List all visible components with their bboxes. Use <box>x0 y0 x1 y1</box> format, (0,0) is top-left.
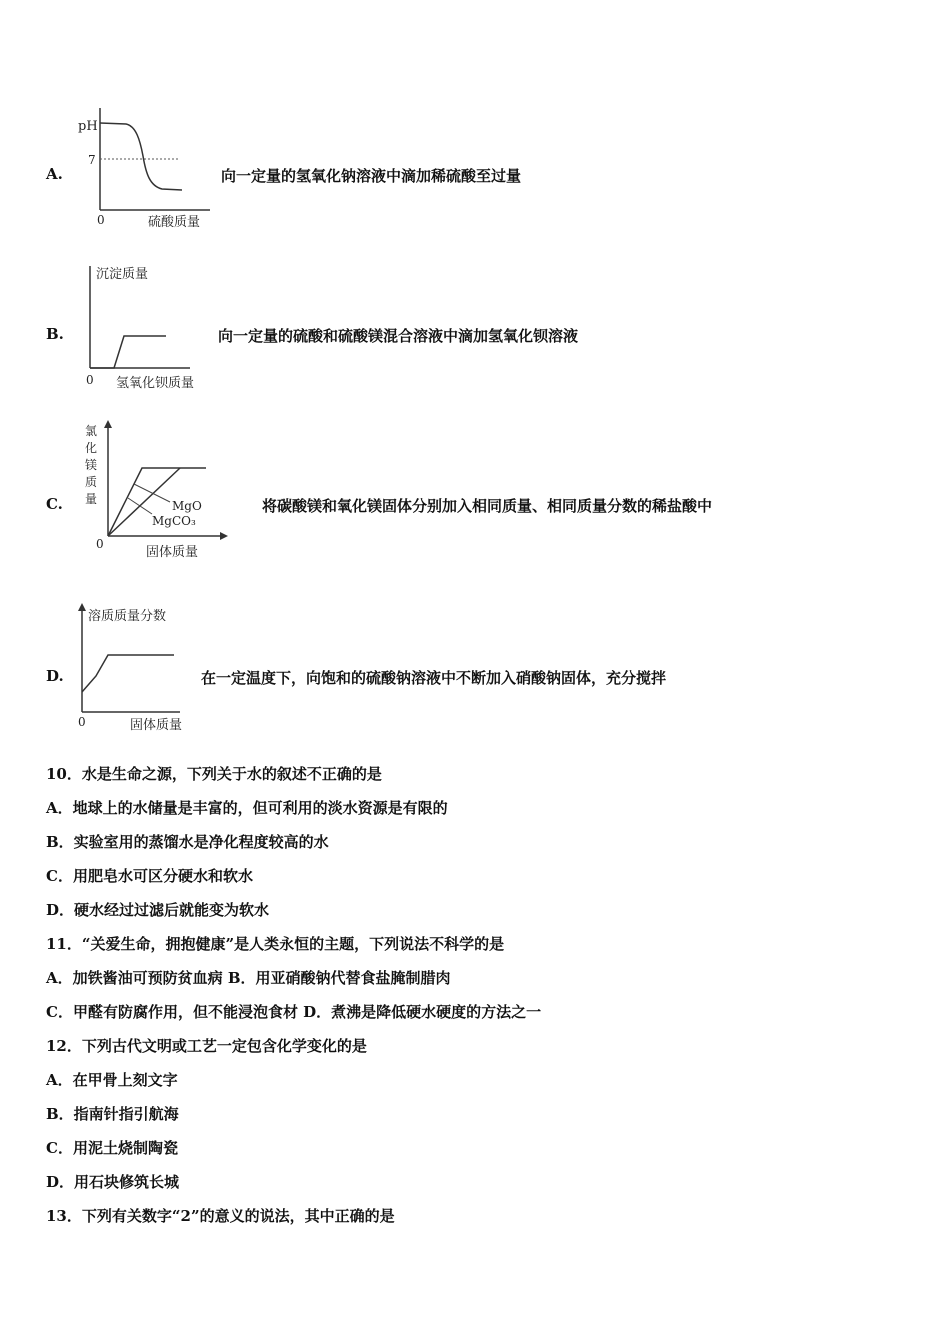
question-12-choice-c: C．用泥土烧制陶瓷 <box>46 1139 178 1157</box>
option-d-description: 在一定温度下，向饱和的硫酸钠溶液中不断加入硝酸钠固体，充分搅拌 <box>201 669 667 687</box>
question-10-choice-d: D．硬水经过过滤后就能变为软水 <box>46 901 270 919</box>
graph-c-y-arrow <box>104 420 112 428</box>
graph-c-label-mgo: MgO <box>172 499 202 513</box>
question-11-stem: 11．“关爱生命，拥抱健康”是人类永恒的主题，下列说法不科学的是 <box>46 935 505 953</box>
graph-c-pointer-mgco3 <box>128 498 152 514</box>
question-10-choice-a: A．地球上的水储量是丰富的，但可利用的淡水资源是有限的 <box>46 799 448 817</box>
graph-c-y-char-0: 氯 <box>85 424 98 438</box>
graph-a <box>70 98 220 230</box>
option-c-letter: C. <box>46 495 63 513</box>
option-a-letter: A. <box>46 165 63 183</box>
graph-a-origin: 0 <box>97 213 105 227</box>
question-11-choices-ab: A．加铁酱油可预防贫血病 B．用亚硝酸钠代替食盐腌制腊肉 <box>46 969 451 987</box>
option-a-description: 向一定量的氢氧化钠溶液中滴加稀硫酸至过量 <box>221 167 522 185</box>
graph-c-x-label: 固体质量 <box>146 545 199 560</box>
graph-d-x-label: 固体质量 <box>130 718 183 733</box>
graph-b-origin: 0 <box>86 373 94 387</box>
question-10-choice-b: B．实验室用的蒸馏水是净化程度较高的水 <box>46 833 329 851</box>
option-c-description: 将碳酸镁和氧化镁固体分别加入相同质量、相同质量分数的稀盐酸中 <box>262 497 713 515</box>
graph-a-mark-7: 7 <box>88 153 96 167</box>
question-13-stem: 13．下列有关数字“2”的意义的说法，其中正确的是 <box>46 1207 395 1225</box>
graph-c <box>78 418 236 564</box>
graph-b-x-label: 氢氧化钡质量 <box>116 376 195 391</box>
graph-d-origin: 0 <box>78 715 86 729</box>
option-b-letter: B. <box>46 325 64 343</box>
graph-d <box>70 600 220 736</box>
graph-c-y-char-1: 化 <box>85 441 98 455</box>
question-12-choice-d: D．用石块修筑长城 <box>46 1173 180 1191</box>
question-10-stem: 10．水是生命之源，下列关于水的叙述不正确的是 <box>46 765 382 783</box>
graph-c-origin: 0 <box>96 537 104 551</box>
question-12-choice-b: B．指南针指引航海 <box>46 1105 179 1123</box>
question-12-stem: 12．下列古代文明或工艺一定包含化学变化的是 <box>46 1037 367 1055</box>
question-12-choice-a: A．在甲骨上刻文字 <box>46 1071 178 1089</box>
graph-c-y-char-4: 量 <box>85 492 98 506</box>
graph-d-curve <box>82 655 174 692</box>
graph-b-y-label: 沉淀质量 <box>96 267 149 282</box>
graph-c-label-mgco3: MgCO₃ <box>152 514 196 528</box>
question-10-choice-c: C．用肥皂水可区分硬水和软水 <box>46 867 253 885</box>
graph-b-curve <box>90 336 166 368</box>
graph-d-y-arrow <box>78 603 86 611</box>
graph-a-y-label: pH <box>78 119 98 134</box>
graph-c-y-char-2: 镁 <box>85 458 98 472</box>
graph-c-y-char-3: 质 <box>85 475 98 489</box>
graph-c-x-arrow <box>220 532 228 540</box>
graph-c-pointer-mgo <box>134 484 170 502</box>
option-d-letter: D. <box>46 667 64 685</box>
graph-a-x-label: 硫酸质量 <box>148 215 201 230</box>
graph-a-curve <box>100 123 182 190</box>
option-b-description: 向一定量的硫酸和硫酸镁混合溶液中滴加氢氧化钡溶液 <box>218 327 579 345</box>
graph-d-y-label: 溶质质量分数 <box>88 609 167 624</box>
graph-b <box>70 258 220 394</box>
question-11-choices-cd: C．甲醛有防腐作用，但不能浸泡食材 D．煮沸是降低硬水硬度的方法之一 <box>46 1003 542 1021</box>
